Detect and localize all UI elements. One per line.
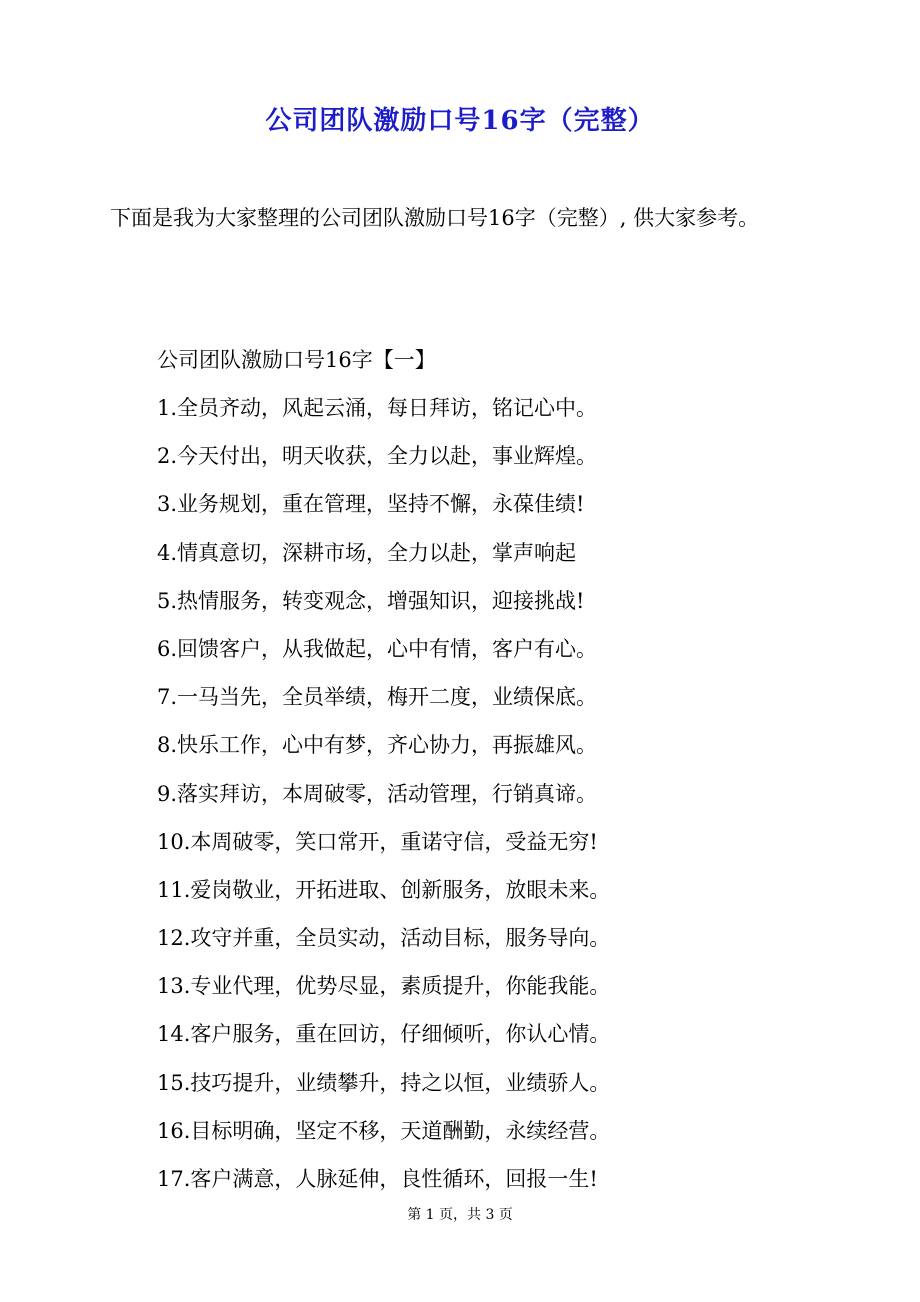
slogan-item: 6.回馈客户，从我做起，心中有情，客户有心。	[157, 636, 598, 661]
slogan-item: 3.业务规划，重在管理，坚持不懈，永葆佳绩!	[157, 492, 585, 517]
slogan-item: 1.全员齐动，风起云涌，每日拜访，铭记心中。	[157, 396, 598, 420]
slogan-item: 14.客户服务，重在回访，仔细倾听，你认心情。	[157, 1022, 611, 1047]
section-heading: 公司团队激励口号16字【一】	[157, 348, 436, 372]
slogan-item: 13.专业代理，优势尽显，素质提升，你能我能。	[157, 974, 611, 999]
slogan-list	[157, 393, 877, 1212]
slogan-item: 10.本周破零，笑口常开，重诺守信，受益无穷!	[157, 829, 598, 854]
slogan-item: 8.快乐工作，心中有梦，齐心协力，再振雄风。	[157, 733, 598, 758]
slogan-item: 7.一马当先，全员举绩，梅开二度，业绩保底。	[157, 685, 598, 710]
intro-paragraph: 下面是我为大家整理的公司团队激励口号16字（完整）, 供大家参考。	[110, 206, 760, 230]
slogan-section	[157, 345, 877, 1212]
slogan-item: 4.情真意切，深耕市场，全力以赴，掌声响起	[157, 540, 577, 565]
slogan-item: 11.爱岗敬业，开拓进取、创新服务，放眼未来。	[157, 877, 611, 902]
slogan-item: 16.目标明确，坚定不移，天道酬勤，永续经营。	[157, 1118, 611, 1143]
slogan-item: 17.客户满意，人脉延伸，良性循环，回报一生!	[157, 1167, 598, 1191]
slogan-item: 5.热情服务，转变观念，增强知识，迎接挑战!	[157, 588, 585, 613]
slogan-item: 9.落实拜访，本周破零，活动管理，行销真谛。	[157, 781, 598, 806]
slogan-item: 15.技巧提升，业绩攀升，持之以恒，业绩骄人。	[157, 1070, 611, 1095]
page-footer: 第 1 页，共 3 页	[407, 1207, 513, 1223]
document-title: 公司团队激励口号16字（完整）	[265, 106, 655, 136]
slogan-item: 12.攻守并重，全员实动，活动目标，服务导向。	[157, 926, 611, 951]
slogan-item: 2.今天付出，明天收获，全力以赴，事业辉煌。	[157, 444, 598, 469]
